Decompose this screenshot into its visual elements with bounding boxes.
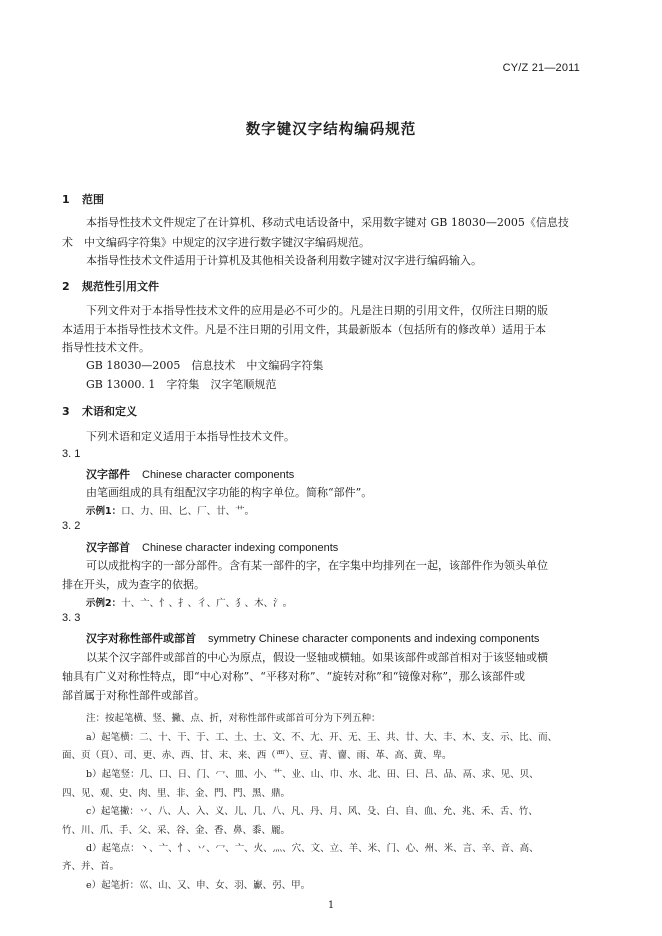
term-heading: [86, 539, 338, 555]
term-number: 3. 2: [62, 520, 81, 532]
paragraph-line: 下列文件对于本指导性技术文件的应用是必不可少的。凡是注日期的引用文件，仅所注日期的版: [86, 304, 548, 317]
term-cn: 汉字部首: [86, 541, 130, 554]
note-line: 齐、并、首。: [62, 861, 120, 872]
section-3-heading: [62, 403, 137, 419]
section-title: 规范性引用文件: [82, 280, 159, 293]
term-number: 3. 1: [62, 448, 81, 460]
example-text: 十、亠、忄、扌、彳、广、犭、木、氵。: [121, 598, 293, 609]
example-label: 示例1：: [86, 506, 122, 517]
term-heading: [86, 630, 539, 646]
term-example: [86, 503, 254, 517]
note-line: 注：按起笔横、竖、撇、点、折，对称性部件或部首可分为下列五种：: [86, 713, 381, 724]
reference-doc: GB 18030—2005 信息技术 中文编码字符集: [86, 359, 324, 372]
paragraph-line: 本指导性技术文件规定了在计算机、移动式电话设备中，采用数字键对 GB 18030—2005《信息技: [86, 216, 569, 229]
note-line: 竹、川、爪、手、父、采、谷、金、香、鼻、黍、龎。: [62, 825, 291, 836]
term-en: symmetry Chinese character components and indexing components: [208, 633, 540, 645]
section-title: 范围: [82, 193, 104, 206]
term-example: [86, 595, 292, 609]
term-number: 3. 3: [62, 612, 81, 624]
paragraph-line: 部首属于对称性部件或部首。: [62, 689, 205, 702]
note-line: a）起笔横：二、十、干、于、工、土、士、文、不、尢、开、无、王、共、廿、大、丰、木、支、示、比、而、: [86, 732, 558, 743]
term-en: Chinese character components: [142, 469, 295, 481]
section-title: 术语和定义: [82, 405, 137, 418]
note-line: 面、页（頁）、司、更、赤、西、甘、末、来、西（覀）、豆、青、夁、雨、革、高、黄、卑。: [62, 750, 452, 761]
section-number: 3: [62, 405, 70, 418]
section-number: 2: [62, 280, 70, 293]
note-line: 四、见、观、史、肉、里、非、金、門、門、黑、鼎。: [62, 788, 291, 799]
paragraph-line: 术 中文编码字符集》中规定的汉字进行数字键汉字编码规范。: [62, 236, 370, 249]
paragraph-line: 排在开头，成为查字的依据。: [62, 578, 205, 591]
term-definition: 由笔画组成的具有组配汉字功能的构字单位。简称“部件”。: [86, 486, 373, 499]
note-line: d）起笔点：丶、亠、忄、丷、冖、亠、火、灬、穴、文、立、羊、米、门、心、州、米、言、辛、音、高、: [86, 843, 539, 854]
note-line: b）起笔竖：几、口、日、门、冖、皿、小、艹、业、山、巾、水、北、田、曰、吕、品、鬲、求、见、贝、: [86, 769, 539, 780]
term-en: Chinese character indexing components: [142, 542, 339, 554]
section-1-heading: [62, 191, 104, 207]
section-2-heading: [62, 278, 159, 294]
paragraph-line: 指导性技术文件。: [62, 341, 150, 354]
example-label: 示例2：: [86, 598, 122, 609]
page-number: 1: [327, 900, 335, 911]
paragraph-line: 以某个汉字部件或部首的中心为原点，假设一竖轴或横轴。如果该部件或部首相对于该竖轴或横: [86, 651, 548, 664]
note-line: c）起笔撇：丷、八、人、入、义、儿、几、八、凡、丹、月、风、殳、白、自、血、允、兆、禾、舌、竹、: [86, 806, 538, 817]
term-cn: 汉字部件: [86, 468, 130, 481]
standard-code: CY/Z 21—2011: [502, 62, 580, 74]
section-number: 1: [62, 193, 70, 206]
paragraph-line: 本适用于本指导性技术文件。凡是不注日期的引用文件，其最新版本（包括所有的修改单）适用于本: [62, 323, 546, 336]
paragraph-line: 可以成批构字的一部分部件。含有某一部件的字，在字集中均排列在一起，该部件作为领头单位: [86, 559, 548, 572]
example-text: 口、力、田、匕、厂、廿、艹。: [121, 506, 255, 517]
term-cn: 汉字对称性部件或部首: [86, 632, 196, 645]
paragraph-line: 下列术语和定义适用于本指导性技术文件。: [86, 430, 295, 443]
paragraph-line: 轴具有广义对称性特点，即“中心对称”、“平移对称”、“旋转对称”和“镜像对称”，那么该部件或: [62, 670, 525, 683]
term-heading: [86, 466, 294, 482]
document-title: 数字键汉字结构编码规范: [245, 122, 417, 138]
paragraph-line: 本指导性技术文件适用于计算机及其他相关设备利用数字键对汉字进行编码输入。: [86, 254, 482, 267]
reference-doc: GB 13000. 1 字符集 汉字笔顺规范: [86, 378, 277, 391]
note-line: e）起笔折：巛、山、又、申、女、羽、巚、弜、甲。: [86, 880, 311, 891]
